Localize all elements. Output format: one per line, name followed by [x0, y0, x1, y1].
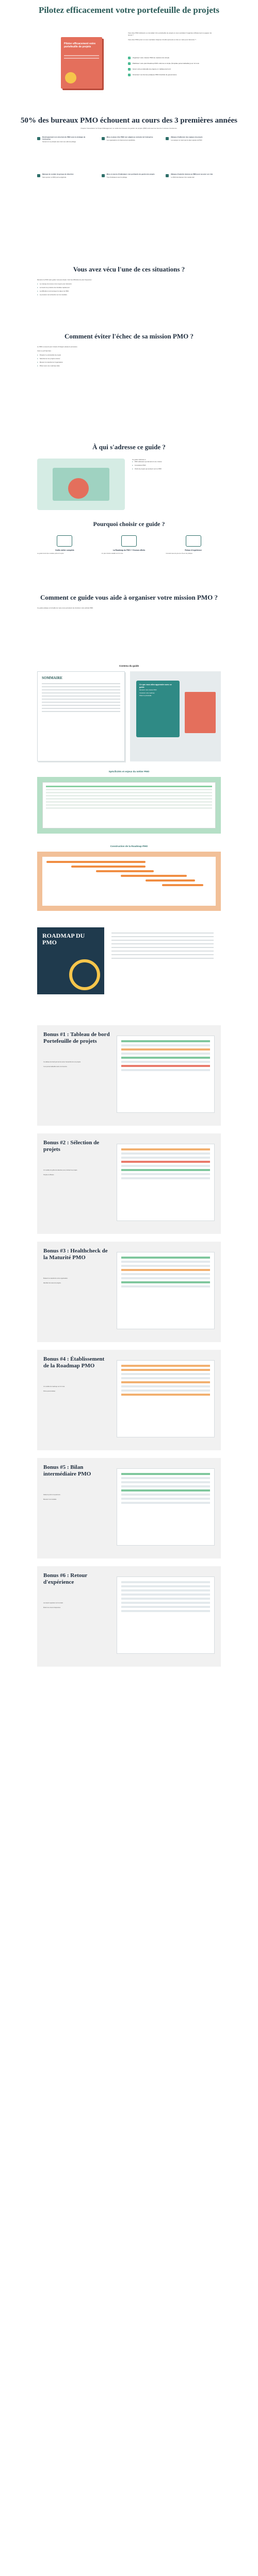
guide-cover-title: Piloter efficacement votre portefeuille de projets — [64, 42, 96, 48]
bonus-card — [37, 1566, 221, 1667]
toc-line — [42, 711, 120, 712]
bullet-icon: ● — [132, 461, 133, 463]
situations-intro: Démarrer le PMO sans guide n'est pas simple. Voici les difficultés les plus fréquentes : — [37, 279, 92, 281]
preview-row — [121, 1394, 210, 1396]
list-item-text: Sélectionner les projets à lancer — [39, 358, 60, 360]
check-item — [128, 68, 216, 71]
gantt-bar — [46, 861, 146, 863]
audience-content — [37, 459, 221, 510]
toc-heading: SOMMAIRE — [42, 676, 63, 680]
audience-intro: Ce guide s'adresse à : — [132, 459, 147, 461]
preview-row — [121, 1148, 210, 1150]
preview-row — [121, 1261, 210, 1263]
bonus-card — [37, 1025, 221, 1126]
content-row — [37, 671, 221, 761]
check-text: Structurez vos bonnes pratiques PMO d'activité de gouvernance — [133, 74, 177, 76]
bonus-text: Les leçons apprises sur le terrain. — [43, 1602, 63, 1604]
spreadsheet-preview — [42, 782, 216, 828]
bonus-text: Prêt à personnaliser. — [43, 1390, 56, 1392]
preview-row — [121, 1169, 210, 1171]
roadmap-text-image — [104, 927, 221, 999]
check-text: Gérez votre portefeuille de projets en 1 tableau de bord — [133, 68, 171, 70]
preview-row — [121, 1365, 210, 1367]
toc-line — [42, 692, 120, 693]
list-item-text: Préparer le portefeuille de projets — [39, 354, 61, 356]
bonus-text: Simple et efficace. — [43, 1174, 55, 1176]
list-item — [37, 283, 221, 285]
bonus-description — [43, 1386, 110, 1395]
preview-row — [121, 1281, 210, 1283]
cover-line — [64, 55, 99, 56]
failure-card — [102, 174, 157, 204]
text-line — [111, 943, 214, 944]
bonus-text: Il est personnalisable selon vos besoins. — [43, 1065, 68, 1067]
why-column-title: Retour d'expérience — [185, 549, 202, 551]
preview-row — [121, 1494, 210, 1496]
bonus-description — [43, 1278, 110, 1286]
preview-row — [121, 1277, 210, 1279]
failure-card — [102, 137, 157, 166]
bonus-title: Bonus #3 : Healthcheck de la Maturité PMO — [43, 1248, 108, 1261]
toc-line — [42, 705, 120, 706]
card-text: Trop d'indicateurs tuent le pilotage. — [106, 176, 127, 178]
hero-intro-paragraph: Vous êtes PMO junior et vous souhaitez disposer d'outils éprouvés et clés en main pour démarrer ? — [128, 39, 196, 41]
toc-line — [42, 696, 120, 697]
bonus-title: Bonus #2 : Sélection de projets — [43, 1140, 100, 1153]
preview-row — [121, 1053, 210, 1055]
preview-row — [121, 1273, 210, 1275]
card-text: Les équipes ne voient pas la valeur ajoutée du PMO. — [171, 139, 203, 141]
bonus-healthcheck-image — [117, 1252, 215, 1329]
sheet-row — [46, 792, 212, 793]
bullet-icon: ● — [37, 354, 38, 356]
preview-row — [121, 1485, 210, 1487]
preview-row — [121, 1389, 210, 1392]
bonus-card — [37, 1458, 221, 1558]
why-column — [37, 535, 92, 555]
preview-row — [121, 1502, 210, 1504]
why-column-title: La Roadmap du PMO + 5 bonus offerts — [112, 549, 146, 551]
toc-line — [42, 683, 120, 684]
preview-row — [121, 1040, 210, 1042]
why-column-text: Le guide fournit des modèles prêts à l'emploi. — [37, 553, 64, 554]
list-item-text: Chefs de projets qui évoluent vers le PMO — [134, 468, 162, 470]
preview-row — [121, 1057, 210, 1059]
preview-row — [121, 1594, 210, 1596]
bonus-card — [37, 1350, 221, 1450]
why-column-text: Conseils issus de plus de 15 ans de pratique. — [166, 553, 193, 554]
toc-line — [42, 708, 120, 709]
list-item — [37, 286, 221, 289]
bullet-icon — [37, 174, 40, 177]
guide-book-image — [185, 692, 216, 733]
list-item-text: La difficulté à communiquer la valeur du PMO. — [39, 290, 70, 292]
preview-row — [121, 1498, 210, 1500]
page-title: Pilotez efficacement votre portefeuille de projets — [38, 5, 220, 15]
audience-section — [0, 443, 258, 510]
situations-title: Vous avez vécu l'une de ces situations ? — [73, 265, 185, 273]
card-text: Le PMO doit disposer d'un mandat clair. — [171, 176, 195, 178]
text-line — [111, 947, 214, 948]
preview-row — [121, 1153, 210, 1155]
how-intro: Ce guide pratique et la feuille de route vous permettent de structurer votre activité PMO. — [37, 607, 93, 609]
bullet-icon: ● — [132, 468, 133, 470]
card-title: Mise en œuvre d'indicateurs non pertinents de gestion de projets — [106, 173, 155, 175]
roadmap-icon — [121, 535, 137, 547]
check-item — [128, 57, 216, 59]
stats-title: 50% des bureaux PMO échouent au cours des 3 premières années — [21, 116, 237, 125]
card-text: Sans sponsor, le PMO perd sa légitimité. — [42, 176, 67, 178]
preview-row — [121, 1065, 210, 1067]
how-text — [37, 607, 221, 609]
bullet-icon: ● — [37, 294, 38, 296]
text-line — [111, 936, 214, 937]
text-line — [111, 954, 214, 955]
specifics-title: Spécificités et enjeux du métier PMO — [108, 770, 150, 773]
learn-card-line: Construire votre roadmap — [139, 692, 155, 694]
preview-row — [121, 1598, 210, 1600]
preview-row — [121, 1589, 210, 1591]
bonus-description — [43, 1170, 110, 1178]
card-title: Manque d'autorité donnée au PMO pour assurer son rôle — [171, 173, 213, 175]
preview-row — [121, 1381, 210, 1383]
list-item-text: La pression de la direction sur les résultats. — [39, 294, 68, 296]
roadmap-construction-title: Construction de la Roadmap PMO — [110, 845, 148, 848]
stats-section — [0, 116, 258, 204]
bonus-text: Ce tableau de bord permet de suivre l'ensemble de vos projets. — [43, 1061, 81, 1063]
sheet-row — [46, 804, 212, 806]
situations-text — [37, 279, 221, 296]
audience-title: À qui s'adresse ce guide ? — [92, 443, 166, 451]
cover-line — [64, 58, 99, 59]
gantt-bar — [146, 879, 195, 882]
avoid-failure-paragraph: Le PMO a souvent pour mission d'intégrer plusieurs processus. — [37, 346, 78, 348]
avoid-failure-section — [0, 332, 258, 368]
preview-row — [121, 1481, 210, 1483]
why-column-title: Outils métier complets — [55, 549, 74, 551]
hero-checklist — [128, 57, 216, 79]
preview-row — [121, 1369, 210, 1371]
card-text: Souvent on se précipite sans créer ses outils de pilotage. — [42, 141, 76, 143]
roadmap-cover-image — [37, 927, 104, 994]
bullet-icon — [166, 137, 169, 140]
how-section — [0, 594, 258, 611]
specifics-section — [0, 770, 258, 834]
bullet-icon: ● — [132, 464, 133, 466]
checkmark-icon: ✓ — [128, 57, 131, 59]
gantt-preview — [42, 857, 216, 906]
gantt-bar — [71, 866, 146, 868]
list-item-text: Le besoin de produire des livrables rapidement. — [39, 286, 70, 289]
table-of-contents-image — [37, 671, 125, 761]
bonus-text: Identifiez les axes de progrès. — [43, 1282, 61, 1284]
list-item — [132, 468, 221, 470]
hero-section — [0, 0, 258, 106]
bonus-title: Bonus #6 : Retour d'expérience — [43, 1572, 88, 1585]
bonus-card — [37, 1242, 221, 1342]
sheet-row — [46, 789, 212, 790]
learn-card — [136, 681, 180, 737]
list-item — [132, 461, 221, 463]
check-text: Établissez votre plan Roadmap PMO ordonné et simple (Template personnalisable) pour 12 mois — [133, 62, 199, 64]
list-item — [37, 290, 221, 292]
failure-card — [166, 137, 221, 166]
text-line — [111, 940, 214, 941]
gantt-bar — [162, 884, 203, 886]
bonus-text: Un modèle de roadmap sur 12 mois. — [43, 1386, 65, 1387]
why-column-text: Un plan d'action détaillé sur 12 mois. — [101, 553, 123, 554]
toc-line — [42, 689, 120, 690]
toc-line — [42, 699, 120, 700]
why-title: Pourquoi choisir ce guide ? — [93, 520, 165, 528]
checkmark-icon: ✓ — [128, 68, 131, 71]
toc-line — [42, 686, 120, 687]
audience-list — [132, 459, 221, 510]
card-title: Manque de soutien du groupe de direction — [42, 173, 74, 175]
bullet-icon: ● — [37, 358, 38, 360]
specifics-image — [37, 777, 221, 834]
card-title: Mise en place d'un PMO non adapté au contexte de l'entreprise — [106, 136, 153, 138]
bonus-text: Mesurez vos résultats. — [43, 1498, 57, 1500]
list-item — [37, 294, 221, 296]
failure-card — [37, 174, 92, 204]
tools-icon — [57, 535, 72, 547]
bullet-icon — [37, 137, 40, 140]
check-item — [128, 62, 216, 65]
preview-row — [121, 1048, 210, 1050]
gantt-bar — [96, 870, 154, 872]
failure-card — [37, 137, 92, 166]
list-item-text: Consultants PMO — [134, 464, 146, 466]
avoid-failure-text — [37, 346, 221, 367]
situations-section — [0, 265, 258, 297]
preview-row — [121, 1265, 210, 1267]
bullet-icon: ● — [37, 290, 38, 292]
how-title: Comment ce guide vous aide à organiser votre mission PMO ? — [40, 594, 218, 601]
bonus-description — [43, 1602, 110, 1611]
bullet-icon: ● — [37, 286, 38, 289]
gantt-bar — [121, 875, 187, 877]
preview-row — [121, 1157, 210, 1159]
learn-card-title: Ce que vous allez apprendre avec ce guide — [139, 684, 172, 688]
bonus-feedback-image — [117, 1577, 215, 1654]
bullet-icon — [102, 174, 105, 177]
text-line — [111, 951, 214, 952]
stats-subtitle: D'après l'Association for Project Management, la moitié des bureaux de gestion de projets (PMO) échouent au bout de 3 années d'existence. — [80, 127, 178, 129]
list-item-text: Piloter avec une roadmap claire — [39, 365, 60, 367]
preview-row — [121, 1161, 210, 1163]
list-item-text: PMO débutants qui démarrent une mission — [134, 461, 162, 463]
list-item — [132, 464, 221, 466]
roadmap-row — [37, 927, 221, 999]
list-item — [37, 354, 221, 356]
bonus-selection-image — [117, 1144, 215, 1221]
hero-intro — [128, 32, 216, 44]
checkmark-icon: ✓ — [128, 74, 131, 76]
text-line — [111, 933, 214, 934]
roadmap-section — [0, 927, 258, 999]
preview-row — [121, 1269, 210, 1271]
bonus-text: Évaluez la maturité de votre organisation. — [43, 1278, 68, 1279]
guide-cover-image — [61, 37, 102, 89]
preview-row — [121, 1602, 210, 1604]
list-item — [37, 361, 221, 363]
preview-row — [121, 1385, 210, 1387]
preview-row — [121, 1489, 210, 1492]
learn-card-line: Piloter le portefeuille — [139, 695, 152, 697]
bullet-icon: ● — [37, 283, 38, 285]
hero-intro-paragraph: Vous êtes PMO débutant ou consultant d'un portefeuille de projets et vous souhaitez l'organiser efficacement et gagner du temps ? — [128, 32, 212, 37]
content-title: Contenu du guide — [119, 665, 139, 667]
check-item — [128, 74, 216, 76]
bonus-text: Évitez les erreurs fréquentes. — [43, 1606, 61, 1608]
list-item-text: Mesurer la maturité de l'organisation — [39, 361, 63, 363]
preview-row — [121, 1473, 210, 1475]
why-section — [0, 520, 258, 555]
check-text: Organisez votre mission PMO de manière très simple — [133, 57, 170, 59]
list-item-text: Le manque de temps et de moyens pour démarrer. — [39, 283, 72, 285]
avoid-failure-paragraph: Voici ce qu'il faut faire : — [37, 350, 52, 352]
learn-card-line: Démarrer votre mission PMO — [139, 689, 157, 691]
preview-row — [121, 1061, 210, 1063]
bonus-dashboard-image — [117, 1036, 215, 1113]
bonus-text: Faites le point à mi-parcours. — [43, 1494, 61, 1496]
bonus-title: Bonus #1 : Tableau de bord Portefeuille de projets — [43, 1031, 110, 1044]
bullet-icon — [166, 174, 169, 177]
preview-row — [121, 1377, 210, 1379]
failure-cards — [37, 137, 221, 204]
bonus-card — [37, 1133, 221, 1234]
card-title: Développement non structuré du PMO sans la stratégie de l'entreprise — [42, 136, 86, 140]
guide-mockup-image — [130, 671, 221, 761]
roadmap-construction-section — [0, 845, 258, 911]
preview-row — [121, 1477, 210, 1479]
bonus-bilan-image — [117, 1468, 215, 1546]
experience-icon — [186, 535, 201, 547]
sheet-row — [46, 798, 212, 800]
failure-card — [166, 174, 221, 204]
sheet-row — [46, 795, 212, 796]
roadmap-construction-image — [37, 852, 221, 911]
bonus-description — [43, 1494, 110, 1503]
bonus-text: Un modèle de grille de sélection pour prioriser les projets. — [43, 1170, 78, 1171]
toc-line — [42, 702, 120, 703]
roadmap-cover-title: ROADMAP DU PMO — [42, 932, 85, 946]
preview-row — [121, 1177, 210, 1179]
preview-row — [121, 1257, 210, 1259]
bullet-icon: ● — [37, 361, 38, 363]
preview-row — [121, 1044, 210, 1046]
checkmark-icon: ✓ — [128, 62, 131, 65]
card-title: Manque d'adhésion des équipes de projets — [171, 136, 203, 138]
sheet-row — [46, 807, 212, 809]
preview-row — [121, 1610, 210, 1612]
preview-row — [121, 1165, 210, 1167]
bonus-title: Bonus #5 : Bilan intermédiaire PMO — [43, 1464, 91, 1477]
why-column — [102, 535, 157, 555]
preview-row — [121, 1173, 210, 1175]
preview-row — [121, 1069, 210, 1071]
why-columns — [37, 535, 221, 555]
sheet-row — [46, 801, 212, 803]
sheet-row — [46, 786, 212, 787]
card-text: Les organisations ont chacune leurs spécificités. — [106, 139, 136, 141]
avoid-failure-title: Comment éviter l'échec de sa mission PMO ? — [64, 332, 194, 340]
bullet-icon — [102, 137, 105, 140]
bonus-title: Bonus #4 : Établissement de la Roadmap PMO — [43, 1356, 105, 1369]
list-item — [37, 358, 221, 360]
audience-illustration — [37, 459, 125, 510]
why-column — [166, 535, 221, 555]
preview-row — [121, 1581, 210, 1583]
preview-row — [121, 1373, 210, 1375]
roadmap-circle-icon — [69, 959, 100, 990]
preview-row — [121, 1285, 210, 1287]
cover-badge — [65, 72, 76, 83]
content-section — [0, 665, 258, 761]
bonus-roadmap-image — [117, 1360, 215, 1437]
text-line — [111, 958, 214, 959]
bullet-icon: ● — [37, 365, 38, 367]
bonus-description — [43, 1061, 110, 1070]
list-item — [37, 365, 221, 367]
preview-row — [121, 1606, 210, 1608]
preview-row — [121, 1585, 210, 1587]
